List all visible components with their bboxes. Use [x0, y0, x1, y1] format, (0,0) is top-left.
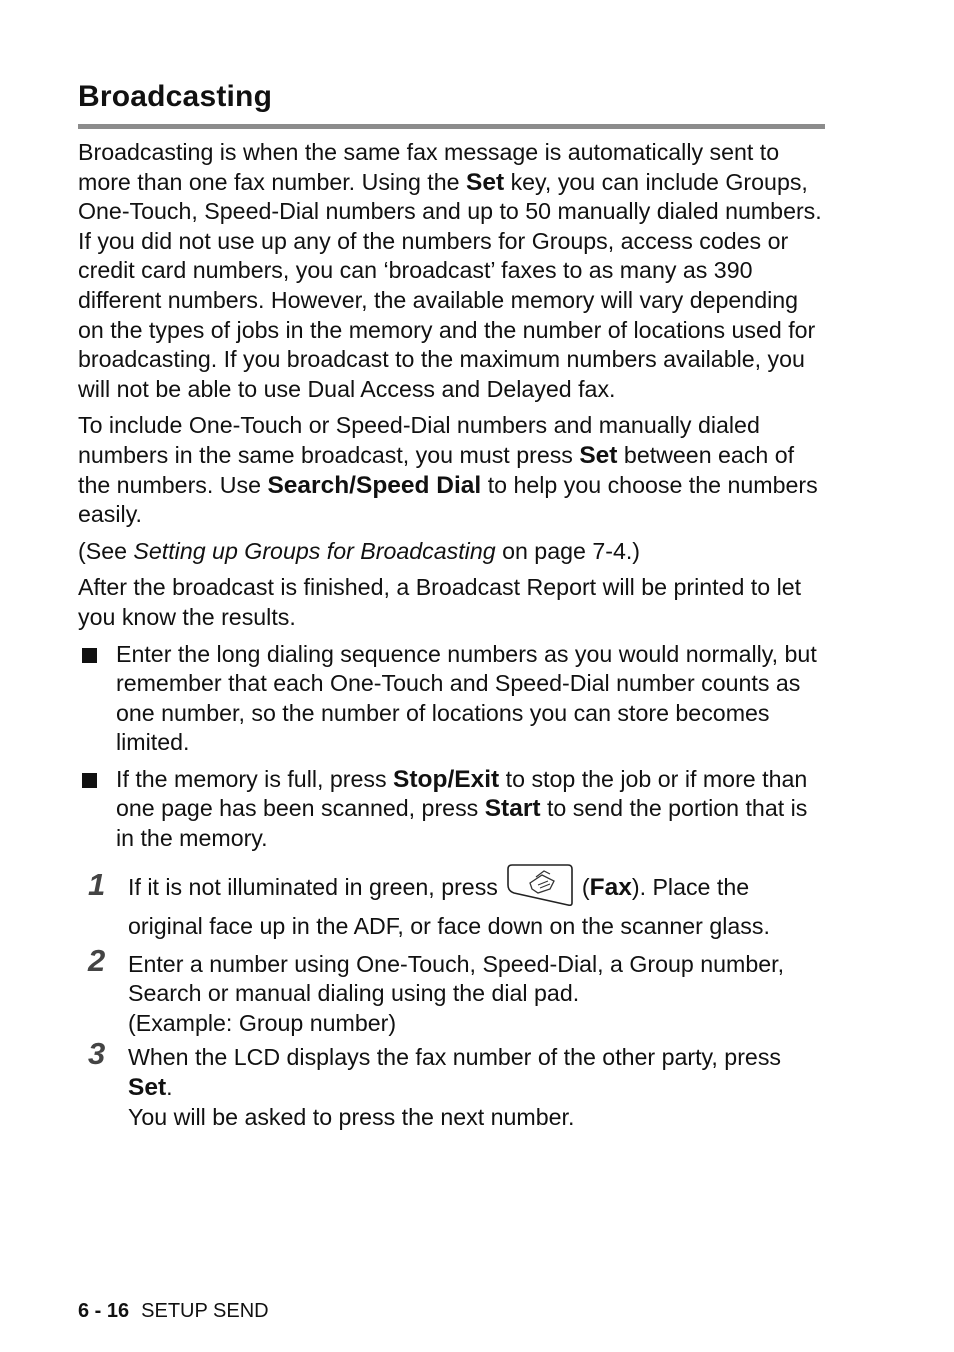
section-name: SETUP SEND: [141, 1300, 269, 1322]
step-number: 2: [88, 942, 106, 978]
key-set: Set: [465, 168, 505, 196]
bullet-square-icon: [82, 773, 97, 788]
bullet-item: [78, 765, 826, 854]
cross-reference: Setting up Groups for Broadcasting: [133, 537, 496, 564]
step-number: 3: [88, 1036, 106, 1072]
text-run: (See: [78, 537, 134, 564]
key-start: Start: [484, 795, 541, 823]
text-run: ). Place the original face up in the ADF, or face down on the scanner glass.: [128, 873, 770, 939]
page-number: 6 - 16: [78, 1300, 130, 1322]
text-run: If it is not illuminated in green, press: [128, 873, 498, 900]
body-text: [78, 138, 826, 1137]
fax-icon: [504, 863, 576, 905]
step-3: [78, 1036, 826, 1132]
page-title: Broadcasting: [78, 80, 273, 113]
text-run: on page 7-4.): [495, 537, 641, 564]
text-run: (: [581, 873, 590, 900]
text-run: You will be asked to press the next number.: [128, 1103, 575, 1130]
text-run: When the LCD displays the fax number of the other party, press: [128, 1044, 782, 1071]
text-run: to send the portion that is in the memory.: [116, 795, 808, 852]
text-run: If the memory is full, press: [116, 765, 394, 792]
key-fax: Fax: [589, 873, 632, 901]
text-run: between each of the numbers. Use: [78, 441, 795, 498]
text-run: key, you can include Groups, One-Touch, Speed-Dial numbers and up to 50 manually dialed numbers. If you did not use up any of the numbers for Groups, access codes or credit card numbers, you can ‘broadcast’ faxes to as many as 390 different numbers. However, the available memory will vary depending on the types of jobs in the memory and the number of locations used for broadcasting. If you broadcast to the maximum numbers available, you will not be able to use Dual Access and Delayed fax.: [78, 168, 822, 402]
text-run: (Example: Group number): [128, 1009, 397, 1036]
step-2: [78, 942, 826, 1039]
text-run: to stop the job or if more than one page has been scanned, press: [116, 765, 808, 822]
text-run: to help you choose the numbers easily.: [78, 471, 818, 528]
key-set: Set: [579, 441, 618, 469]
key-stop-exit: Stop/Exit: [393, 765, 500, 793]
text-run: Enter the long dialing sequence numbers as you would normally, but remember that each One-Touch and Speed-Dial number counts as one number, so the number of locations you can store becomes limited.: [116, 640, 817, 756]
text-run: Broadcasting is when the same fax message is automatically sent to more than one fax number. Using the: [78, 139, 780, 195]
step-number: 1: [88, 866, 106, 902]
key-set: Set: [128, 1074, 167, 1102]
text-run: Enter a number using One-Touch, Speed-Dial, a Group number, Search or manual dialing using the dial pad.: [128, 950, 785, 1007]
paragraph-include: [78, 411, 826, 529]
step-1: [78, 868, 826, 945]
bullet-item: [78, 640, 826, 758]
title-rule: [78, 124, 825, 129]
key-search-speed-dial: Search/Speed Dial: [267, 471, 482, 499]
paragraph-report: After the broadcast is finished, a Broadcast Report will be printed to let you know the results.: [78, 574, 802, 630]
page-footer: [78, 1300, 269, 1323]
paragraph-see-also: [78, 537, 826, 567]
bullet-square-icon: [82, 648, 97, 663]
text-run: To include One-Touch or Speed-Dial numbers and manually dialed numbers in the same broadcast, you must press: [78, 412, 760, 468]
paragraph-intro: [78, 138, 826, 404]
text-run: .: [166, 1074, 173, 1101]
